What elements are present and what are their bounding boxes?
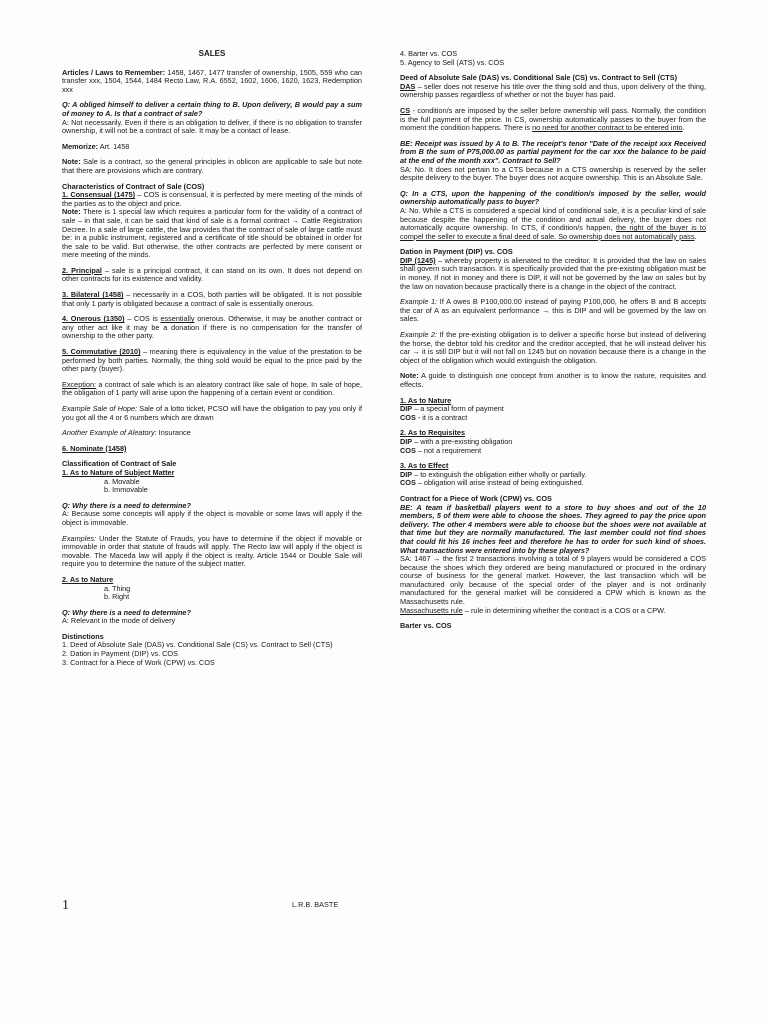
cs-definition: [400, 107, 706, 133]
suggested-answer-1: SA: No. It does not pertain to a CTS because in a CTS ownership is reserved by the seller despite delivery to the buyer. The buyer does not acquire ownership. This is an Absolute Sale.: [400, 164, 706, 183]
effect-dip-label: DIP: [400, 469, 413, 479]
classification-1-a: a. Movable: [104, 476, 140, 486]
dip-definition: [400, 257, 706, 291]
example-2-text: If the pre-existing obligation is to deliver a specific horse but instead of delivering the horse, the debtor told his creditor and the creditor accepted, that he will instead deliver his car → it is still DIP but it will not fall on 1245 but on novation because there is a change in the object of the obligation which would extinguish the obligation.: [400, 330, 706, 365]
onerous-text-b: onerous. Otherwise, it may be another contract or any other act like it may be a donation if there is no compensation for the transfer of ownership to the other party.: [62, 314, 362, 341]
das-definition: [400, 83, 706, 100]
characteristic-bilateral: [62, 291, 362, 308]
consensual-note-label: Note:: [62, 207, 81, 217]
note-2-label: Note:: [400, 371, 419, 381]
right-column: [400, 50, 706, 631]
answer-4-text: A: No. While a CTS is considered a special kind of conditional sale, it is a peculiar kind of sale because despite the happening of the condition and actual delivery, the buyer does not automatically acquire ownership. In CTS, if condition/s happen,: [400, 205, 706, 233]
classification-2-b: b. Right: [104, 592, 130, 602]
another-example: [62, 429, 362, 438]
cs-underline: no need for another contract to be entered into: [532, 123, 683, 133]
note-1-text: Sale is a contract, so the general principles in oblicon are applicable to sale but note that there are provisions which are contrary.: [62, 157, 362, 175]
author-name: L.R.B. BASTE: [292, 900, 339, 909]
consensual-text: – COS is consensual, it is perfected by mere meeting of the minds of the parties as to the object and price.: [62, 190, 362, 208]
example-1-label: Example 1:: [400, 297, 438, 307]
das-heading: Deed of Absolute Sale (DAS) vs. Conditional Sale (CS) vs. Contract to Sell (CTS): [400, 73, 678, 83]
memorize-text: Art. 1458: [98, 141, 130, 151]
note-1-label: Note:: [62, 157, 81, 167]
onerous-text-a: – COS is: [124, 314, 161, 324]
exception-text: a contract of sale which is an aleatory contract like sale of hope. In sale of hope, the obligation of 1 party will arise upon the happening of a certain event or condition.: [62, 379, 362, 398]
nature-dip-text: – a special form of payment: [412, 404, 504, 414]
massachusetts-rule: [400, 607, 706, 616]
suggested-answer-2: SA: 1467 → the first 2 transactions involving a total of 9 players would be considered a COS because the shoes which they ordered are being manufactured or procured in the ordinary course of business for the general market. However, the last transaction which will be manufactured only because of the special order of the player and is not ordinarily manufactured for the general market will be considered a CPW which is known as the Massachusetts rule.: [400, 554, 706, 607]
dip-label: DIP (1245): [400, 255, 436, 265]
memorize-paragraph: [62, 143, 362, 152]
bilateral-label: 3. Bilateral (1458): [62, 290, 124, 300]
cs-text-a: - condition/s are imposed by the seller before ownership will pass. Normally, the condition is the full payment of the price. In CS, ownership automatically passes to the buyer from the moment the condition happens. There is: [400, 105, 706, 133]
note-2-text: A guide to distinguish one concept from another is to know the nature, requisites and effects.: [400, 371, 706, 389]
articles-paragraph: [62, 69, 362, 95]
exception-paragraph: [62, 381, 362, 398]
bilateral-text: – necessarily in a COS, both parties will be obligated. It is not possible that only 1 party is obligated because a contract of sale is essentially onerous.: [62, 290, 362, 308]
characteristic-principal: [62, 267, 362, 284]
document-title: SALES: [198, 49, 226, 58]
cpw-heading: Contract for a Piece of Work (CPW) vs. COS: [400, 493, 552, 503]
question-4: Q: In a CTS, upon the happening of the condition/s imposed by the seller, would ownership automatically pass to buyer?: [400, 188, 706, 207]
nature-dip-label: DIP: [400, 404, 413, 414]
principal-text: – sale is a principal contract, it can stand on its own. It does not depend on other contracts for its existence and validity.: [62, 265, 362, 284]
barter-heading: Barter vs. COS: [400, 621, 452, 631]
question-3: Q: Why there is a need to determine?: [62, 607, 191, 617]
another-example-label: Another Example of Aleatory:: [62, 428, 157, 438]
classification-2-heading: 2. As to Nature: [62, 574, 114, 584]
dip-heading: Dation in Payment (DIP) vs. COS: [400, 247, 513, 257]
articles-label: Articles / Laws to Remember:: [62, 67, 166, 77]
onerous-label: 4. Onerous (1350): [62, 314, 125, 324]
examples-paragraph: [62, 535, 362, 569]
requisites-heading: 2. As to Requisites: [400, 428, 466, 438]
commutative-label: 5. Commutative (2010): [62, 347, 141, 357]
dip-text: – whereby property is alienated to the creditor. It is provided that the law on sales shall govern such transaction. It is specifically provided that the pre-existing obligation must be in money. If not in money and there is DIP, it will not be governed by the law on sales but by the law on novation because practically there is a change in the object of the contract.: [400, 255, 706, 291]
example-1-text: If A owes B P100,000.00 instead of paying P100,000, he offers B and B accepts the car of A as an equivalent performance → this is DIP and will be governed by the law on sales.: [400, 297, 706, 324]
characteristic-commutative: [62, 348, 362, 374]
effect-dip-text: – to extinguish the obligation either wholly or partially.: [412, 469, 587, 479]
commutative-text: – meaning there is equivalency in the value of the prestation to be performed by both parties. Normally, the thing sold would be equal to the price paid by the other party (buyer).: [62, 347, 362, 374]
requisites-cos-text: – not a requirement: [415, 445, 482, 455]
nature-cos-label: COS: [400, 412, 416, 422]
principal-label: 2. Principal: [62, 265, 102, 275]
distinctions-heading: Distinctions: [62, 631, 104, 641]
articles-text: 1458, 1467, 1477 transfer of ownership, 1505, 559 who can transfer xxx, 1504, 1544, 1484 Recto Law, R.A. 6552, 1602, 1606, 1620, 1623, Redemption xxx: [62, 67, 362, 94]
examples-label: Examples:: [62, 533, 97, 543]
distinction-5: 5. Agency to Sell (ATS) vs. COS: [400, 57, 505, 67]
classification-1-heading: 1. As to Nature of Subject Matter: [62, 467, 175, 477]
answer-3: A: Relevant in the mode of delivery: [62, 616, 176, 626]
example-hope: [62, 405, 362, 422]
page-number: 1: [62, 898, 69, 913]
distinction-2: 2. Dation in Payment (DIP) vs. COS: [62, 649, 178, 659]
note-1: [62, 158, 362, 175]
answer-2: A: Because some concepts will apply if the object is movable or some laws will apply if the object is immovable.: [62, 509, 362, 527]
requisites-cos: [400, 447, 706, 456]
examples-text: Under the Statute of Frauds, you have to determine if the object if movable or immovable in order that statute of frauds will apply. The Recto law will apply if the object is movable. The Maceda law will apply if the object is realty. Article 1544 or Double Sale will require you to determine the nature of the subject matter.: [62, 533, 362, 569]
example-2-label: Example 2:: [400, 330, 437, 340]
left-column: [62, 50, 362, 667]
onerous-underline: essentially: [160, 314, 195, 324]
classification-1-b: b. Immovable: [104, 485, 148, 495]
effect-cos: [400, 479, 706, 488]
distinction-4: 4. Barter vs. COS: [400, 49, 458, 58]
effect-cos-text: – obligation will arise instead of being extinguished.: [415, 478, 584, 488]
question-2: Q: Why there is a need to determine?: [62, 500, 191, 510]
answer-4-end: .: [694, 231, 697, 241]
characteristics-heading: Characteristics of Contract of Sale (COS): [62, 181, 205, 191]
distinction-1: 1. Deed of Absolute Sale (DAS) vs. Conditional Sale (CS) vs. Contract to Sell (CTS): [62, 640, 333, 650]
characteristic-nominate: 6. Nominate (1458): [62, 443, 127, 453]
cs-label: CS: [400, 105, 411, 115]
bar-exam-2: BE: A team if basketball players went to a store to buy shoes and out of the 10 members, 5 of them were able to choose the shoes. They agreed to pay the price upon delivery. The other 4 members were able to choose but the shoes were not available at that time but they are normally manufactured. The last member could not find shoes that could fit his 16 inches feet and therefore he has to order for such kind of shoes. What transactions were entered into by these players?: [400, 502, 706, 555]
example-2: [400, 331, 706, 365]
consensual-note-text: There is 1 special law which requires a particular form for the validity of a contract of sale – in that sale, it can be said that kind of sale is a formal contract → Cattle Registration Decree. In a sale of large cattle, the law provides that the contract of sale of large cattle must be: in a public instrument, registered and a certificate of title should be obtained in order for the sale to be valid. But otherwise, the other contracts are perfected by mere consent or mere meeting of the minds.: [62, 207, 362, 260]
answer-1: A: Not necessarily. Even if there is an obligation to deliver, if there is no obligation to transfer ownership, it will not be a contract of sale. It may be a contact of lease.: [62, 117, 362, 136]
classification-heading: Classification of Contract of Sale: [62, 459, 177, 469]
das-label: DAS: [400, 81, 416, 91]
das-text: – seller does not reserve his title over the thing sold and thus, upon delivery of the thing, ownership passes regardless of whether or not the buyer has paid.: [400, 81, 706, 100]
characteristic-onerous: [62, 315, 362, 341]
requisites-dip-text: – with a pre-existing obligation: [412, 436, 513, 446]
example-hope-label: Example Sale of Hope:: [62, 404, 138, 413]
nature-cos: [400, 414, 706, 423]
consensual-label: 1. Consensual (1475): [62, 190, 136, 200]
bar-exam-1: BE: Receipt was issued by A to B. The receipt's tenor "Date of the receipt xxx Received from B the sum of P75,000.00 as partial payment for the car xxx the balance to be paid at the end of the month xxx". Contract to Sell?: [400, 138, 706, 165]
nature-cos-text: - it is a contract: [415, 412, 468, 422]
answer-4: [400, 207, 706, 241]
requisites-dip-label: DIP: [400, 436, 413, 446]
question-1: Q: A obliged himself to deliver a certain thing to B. Upon delivery, B would pay a sum of money to A. Is that a contract of sale?: [62, 100, 362, 118]
characteristic-consensual: [62, 191, 362, 208]
exception-label: Exception:: [62, 379, 97, 389]
massachusetts-label: Massachusetts rule: [400, 605, 463, 615]
another-example-text: Insurance: [156, 428, 191, 438]
distinction-3: 3. Contract for a Piece of Work (CPW) vs. COS: [62, 657, 215, 667]
example-1: [400, 298, 706, 324]
effect-cos-label: COS: [400, 478, 416, 488]
memorize-label: Memorize:: [62, 141, 99, 151]
massachusetts-text: – rule in determining whether the contract is a COS or a CPW.: [462, 605, 666, 615]
requisites-cos-label: COS: [400, 445, 416, 455]
note-2: [400, 372, 706, 389]
answer-4-underline: the right of the buyer is to compel the seller to execute a final deed of sale. So ownership does not automatically pass: [400, 223, 706, 241]
example-hope-text: Sale of a lotto ticket, PCSO will have the obligation to pay you only if you got all the 4 or 6 numbers which are drawn: [62, 404, 362, 422]
classification-2-a: a. Thing: [104, 583, 131, 593]
effect-heading: 3. As to Effect: [400, 461, 449, 471]
consensual-note: [62, 208, 362, 260]
nature-heading: 1. As to Nature: [400, 395, 452, 405]
cs-text-b: .: [682, 123, 685, 133]
